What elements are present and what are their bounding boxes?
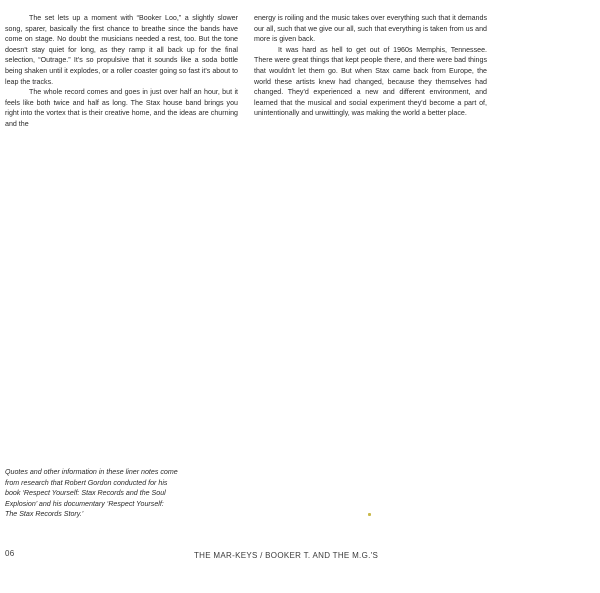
- body-paragraph: The whole record comes and goes in just over half an hour, but it feels like both twice and half as long. The Stax house band brings you right into the vortex that is their creative home, and the ideas are churning and the: [5, 88, 238, 128]
- left-text-column: [5, 13, 238, 130]
- source-footnote: [5, 467, 245, 520]
- right-text-column: [254, 13, 487, 119]
- page-number: 06: [5, 549, 15, 558]
- body-paragraph: It was hard as hell to get out of 1960s Memphis, Tennessee. There were great things that kept people there, and there were bad things that wouldn't let them go. But when Stax came back from Europe, the world these artists knew had changed, because they themselves had changed. They'd experienced a new and different environment, and learned that the musical and social experiment they'd become a part of, unintentionally and unwittingly, was making the world a better place.: [254, 45, 487, 118]
- body-paragraph: The set lets up a moment with “Booker Loo,” a slightly slower song, sparer, basically the first chance to breathe since the bands have come on stage. No doubt the musicians needed a rest, too. But the tone doesn't stay quiet for long, as they ramp it all back up for the final selection, “Outrage.” It's so propulsive that it sounds like a soda bottle being shaken until it explodes, or a roller coaster going so fast it's about to leap the tracks.: [5, 14, 238, 86]
- print-speck: [368, 513, 371, 516]
- footnote-line: Explosion’ and his documentary ‘Respect Yourself:: [5, 499, 164, 508]
- footnote-line: Quotes and other information in these liner notes come: [5, 468, 178, 476]
- footnote-line: from research that Robert Gordon conducted for his: [5, 478, 168, 487]
- running-footer-title: THE MAR-KEYS / BOOKER T. AND THE M.G.'S: [194, 551, 379, 560]
- body-paragraph-continued: energy is roiling and the music takes over everything such that it demands our all, such that we give our all, such that everything is taken from us and more is given back.: [254, 14, 487, 44]
- footnote-line: book ‘Respect Yourself: Stax Records and the Soul: [5, 489, 166, 498]
- footnote-line: The Stax Records Story.’: [5, 510, 84, 519]
